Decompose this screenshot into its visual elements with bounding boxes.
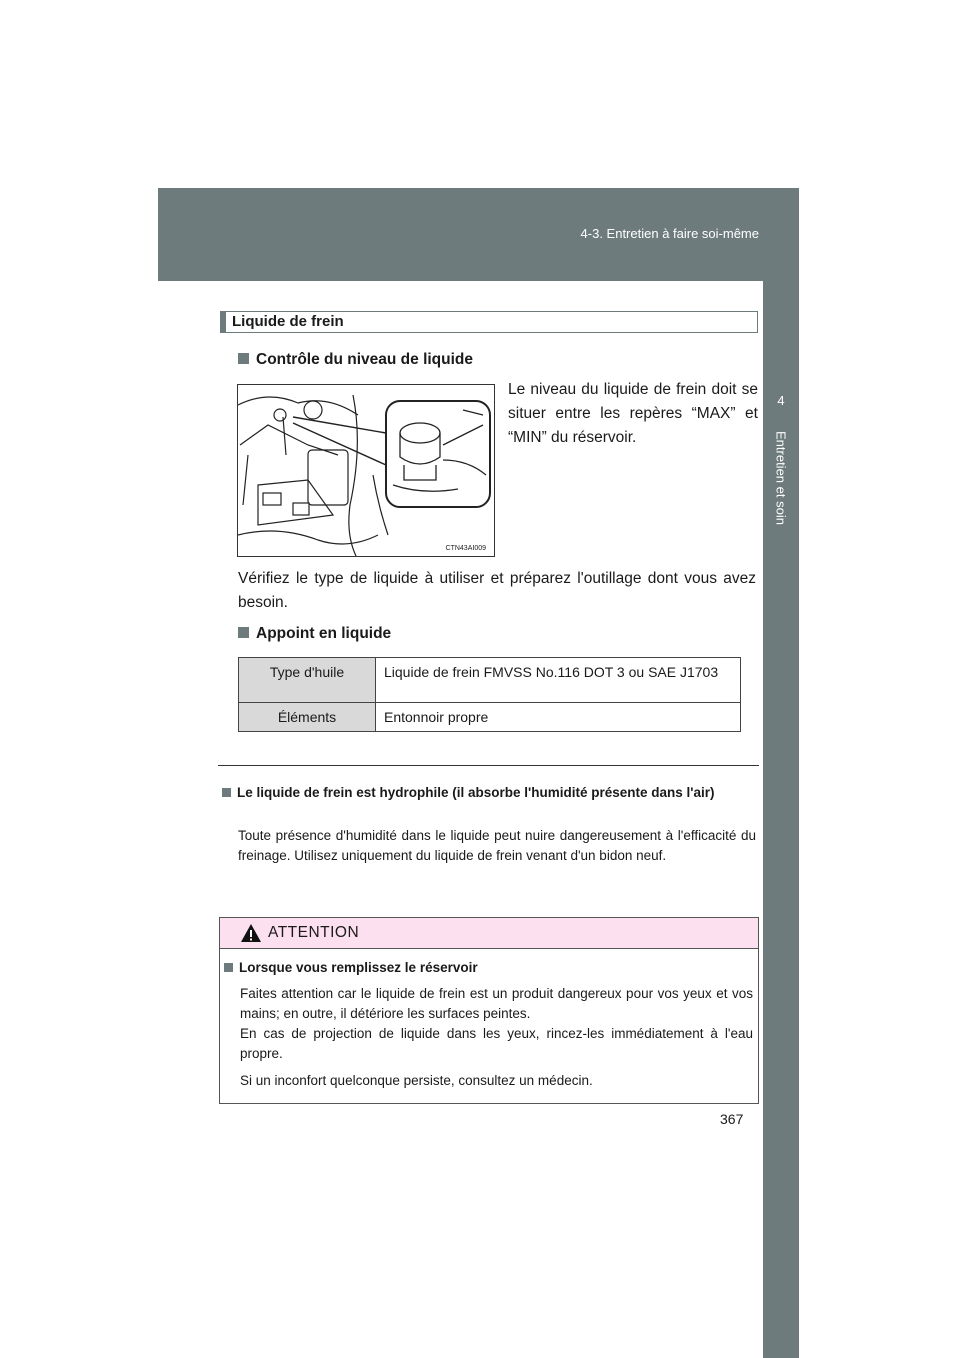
header-band (158, 188, 799, 281)
check-level-heading-text: Contrôle du niveau de liquide (256, 351, 474, 368)
square-bullet-icon (222, 788, 231, 797)
page-number: 367 (720, 1111, 744, 1127)
brake-reservoir-illustration (237, 384, 495, 557)
caution-line: Faites attention car le liquide de frein est un produit dangereux pour vos yeux et vos mains; en outre, il détériore les surfaces peintes. (240, 986, 753, 1021)
engine-bay-drawing (238, 385, 494, 556)
caution-line: En cas de projection de liquide dans les yeux, rincez-les immédiatement à l'eau propre. (240, 1026, 753, 1061)
table-label: Type d'huile (239, 658, 376, 703)
caution-header (220, 918, 758, 949)
spec-table (238, 657, 741, 732)
note-heading (222, 783, 756, 803)
table-label: Éléments (239, 703, 376, 732)
table-row (239, 658, 741, 703)
square-bullet-icon (238, 353, 249, 364)
figure-code: CTN43AI009 (445, 545, 486, 552)
caution-line: Si un inconfort quelconque persiste, consultez un médecin. (240, 1073, 593, 1088)
square-bullet-icon (224, 963, 233, 972)
caution-title: ATTENTION (268, 924, 360, 941)
square-bullet-icon (238, 627, 249, 638)
topup-heading-text: Appoint en liquide (256, 625, 392, 642)
caution-subheading (224, 960, 478, 975)
caution-subheading-text: Lorsque vous remplissez le réservoir (239, 960, 478, 975)
header-section-title: 4-3. Entretien à faire soi-même (580, 226, 759, 241)
chapter-label: Entretien et soin (773, 431, 789, 525)
divider (218, 765, 759, 766)
note-heading-text: Le liquide de frein est hydrophile (il absorbe l'humidité présente dans l'air) (237, 785, 715, 800)
table-value: Entonnoir propre (376, 703, 741, 732)
section-title: Liquide de frein (220, 311, 758, 333)
prepare-text: Vérifiez le type de liquide à utiliser et préparez l'outillage dont vous avez besoin. (238, 570, 756, 611)
caution-box (219, 917, 759, 1104)
check-level-heading (238, 351, 473, 369)
chapter-label-wrap (763, 431, 799, 681)
topup-heading (238, 625, 391, 643)
side-tab (763, 281, 799, 1358)
chapter-number: 4 (777, 393, 785, 408)
caution-body (240, 984, 753, 1098)
table-row (239, 703, 741, 732)
warning-triangle-icon (240, 923, 262, 943)
table-value: Liquide de frein FMVSS No.116 DOT 3 ou SAE J1703 (376, 658, 741, 703)
check-level-text: Le niveau du liquide de frein doit se situer entre les repères “MAX” et “MIN” du réservoir. (508, 381, 758, 446)
note-body: Toute présence d'humidité dans le liquide peut nuire dangereusement à l'efficacité du freinage. Utilisez uniquement du liquide de frein venant d'un bidon neuf. (238, 828, 756, 863)
